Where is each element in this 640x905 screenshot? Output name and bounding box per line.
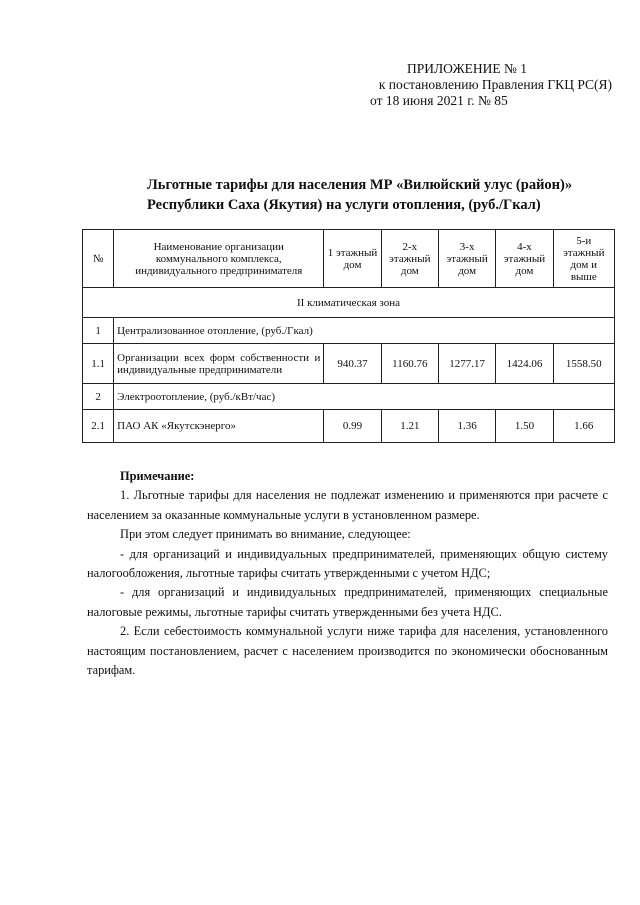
notes-heading: Примечание: [120,469,195,483]
document-title [147,175,607,215]
section-row [83,318,615,344]
note-paragraph: - для организаций и индивидуальных предпринимателей, применяющих специальные налоговые режимы, льготные тарифы считать утвержденными без учета НДС. [87,585,608,619]
row-value-2: 1160.76 [381,344,438,384]
header-1-floor: 1 этажный дом [324,230,381,288]
section-num: 2 [83,384,114,410]
appendix-title: ПРИЛОЖЕНИЕ № 1 [407,61,528,76]
row-value-1: 0.99 [324,410,381,443]
table-header-row [83,230,615,288]
zone-row [83,288,615,318]
header-4-floor: 4-х этажный дом [496,230,553,288]
row-org-name: Организации всех форм собственности и индивидуальные предприниматели [114,344,324,384]
row-value-4: 1424.06 [496,344,553,384]
note-paragraph: - для организаций и индивидуальных предпринимателей, применяющих общую систему налогообложения, льготные тарифы считать утвержденными с учетом НДС; [87,546,608,581]
tariff-table [82,229,615,443]
table-row [83,344,615,384]
row-value-3: 1.36 [438,410,495,443]
section-num: 1 [83,318,114,344]
appendix-resolution: к постановлению Правления ГКЦ РС(Я) [378,77,612,92]
header-5-floor: 5-и этажный дом и выше [553,230,614,288]
row-value-2: 1.21 [381,410,438,443]
title-line-1: Льготные тарифы для населения МР «Вилюйский улус (район)» [147,177,573,193]
section-row [83,384,615,410]
appendix-block [312,61,612,109]
row-value-5: 1558.50 [553,344,614,384]
row-value-5: 1.66 [553,410,614,443]
appendix-date: от 18 июня 2021 г. № 85 [370,93,508,108]
notes-section [87,467,608,680]
header-3-floor: 3-х этажный дом [438,230,495,288]
note-paragraph: 1. Льготные тарифы для населения не подлежат изменению и применяются при расчете с населением за оказанные коммунальные услуги в установленном размере. [87,488,608,522]
header-num: № [83,230,114,288]
header-name: Наименование организации коммунального комплекса, индивидуального предпринимателя [114,230,324,288]
table-row [83,410,615,443]
row-value-1: 940.37 [324,344,381,384]
section-label: Централизованное отопление, (руб./Гкал) [114,318,615,344]
note-paragraph: 2. Если себестоимость коммунальной услуги ниже тарифа для населения, установленного настоящим постановлением, расчет с населением производится по экономически обоснованным тарифам. [87,624,608,678]
note-paragraph: При этом следует принимать во внимание, следующее: [120,527,411,542]
header-2-floor: 2-х этажный дом [381,230,438,288]
section-label: Электроотопление, (руб./кВт/час) [114,384,615,410]
title-line-2: Республики Саха (Якутия) на услуги отопления, (руб./Гкал) [147,197,541,213]
climate-zone: II климатическая зона [83,288,615,318]
row-num: 1.1 [83,344,114,384]
row-num: 2.1 [83,410,114,443]
row-value-3: 1277.17 [438,344,495,384]
row-org-name: ПАО АК «Якутскэнерго» [114,410,324,443]
row-value-4: 1.50 [496,410,553,443]
